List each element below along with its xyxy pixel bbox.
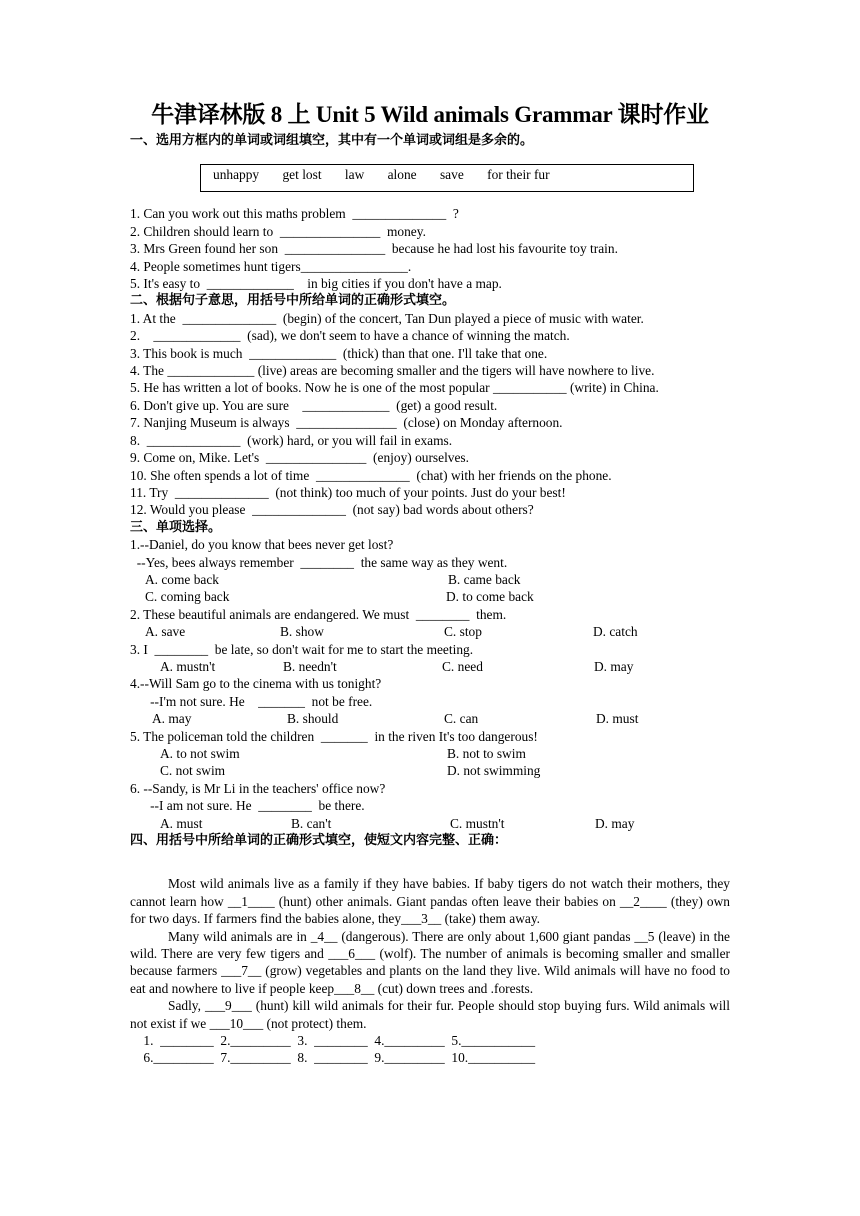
option-c: C. can xyxy=(444,711,479,727)
question-stem: --Yes, bees always remember ________ the same way as they went. xyxy=(130,554,508,570)
question-stem: 2. These beautiful animals are endangered. We must ________ them. xyxy=(130,606,507,622)
options-row xyxy=(130,658,730,675)
options-row xyxy=(130,571,730,588)
word-box-item: law xyxy=(344,167,365,183)
option-b: B. should xyxy=(287,711,339,727)
question-stem: 3. I ________ be late, so don't wait for me to start the meeting. xyxy=(130,641,474,657)
question-stem: --I'm not sure. He _______ not be free. xyxy=(130,693,373,709)
question-line: 4. People sometimes hunt tigers________________. xyxy=(130,258,412,274)
option-a: A. come back xyxy=(145,571,219,587)
word-box-item: save xyxy=(439,167,464,183)
option-d: D. to come back xyxy=(446,589,534,605)
options-row xyxy=(130,815,730,832)
option-a: A. must xyxy=(160,815,203,831)
option-c: C. not swim xyxy=(160,763,226,779)
options-row xyxy=(130,710,730,727)
section-2-heading: 二、根据句子意思，用括号中所给单词的正确形式填空。 xyxy=(130,293,456,309)
section-4-heading: 四、用括号中所给单词的正确形式填空，使短文内容完整、正确： xyxy=(130,832,508,848)
section-3-heading: 三、单项选择。 xyxy=(130,519,222,535)
question-line: 3. This book is much _____________ (thick) than that one. I'll take that one. xyxy=(130,345,548,361)
question-stem: 4.--Will Sam go to the cinema with us tonight? xyxy=(130,676,382,692)
passage-paragraph: Most wild animals live as a family if they have babies. If baby tigers do not watch their mothers, they cannot learn how __1____ (hunt) other animals. Giant pandas often leave their babies on __2____ (they) own for two days. If farmers find the babies alone, they___3__ (take) them away. xyxy=(130,876,730,927)
question-line: 7. Nanjing Museum is always _______________ (close) on Monday afternoon. xyxy=(130,415,563,431)
question-line: 11. Try ______________ (not think) too much of your points. Just do your best! xyxy=(130,484,566,500)
question-stem: 5. The policeman told the children _______ in the riven It's too dangerous! xyxy=(130,728,538,744)
worksheet xyxy=(130,100,730,1067)
options-row xyxy=(130,623,730,640)
option-c: C. mustn't xyxy=(450,815,505,831)
question-line: 9. Come on, Mike. Let's _______________ (enjoy) ourselves. xyxy=(130,450,469,466)
question-line: 8. ______________ (work) hard, or you will fail in exams. xyxy=(130,432,453,448)
word-box-item: unhappy xyxy=(213,167,260,183)
option-b: B. needn't xyxy=(283,658,337,674)
word-box-item: alone xyxy=(387,167,417,183)
question-stem: 1.--Daniel, do you know that bees never get lost? xyxy=(130,537,394,553)
question-line: 1. At the ______________ (begin) of the concert, Tan Dun played a piece of music with water. xyxy=(130,310,644,326)
word-box-item: for their fur xyxy=(487,167,550,183)
option-b: B. can't xyxy=(291,815,332,831)
spacer xyxy=(130,849,730,875)
question-line: 10. She often spends a lot of time ______________ (chat) with her friends on the phone. xyxy=(130,467,612,483)
option-d: D. not swimming xyxy=(447,763,541,779)
section-1-heading: 一、选用方框内的单词或词组填空，其中有一个单词或词组是多余的。 xyxy=(130,133,534,148)
question-line: 2. _____________ (sad), we don't seem to have a chance of winning the match. xyxy=(130,328,570,344)
passage-paragraph: Sadly, ___9___ (hunt) kill wild animals for their fur. People should stop buying furs. Wild animals will not exist if we ___10___ (not protect) them. xyxy=(130,998,730,1031)
option-c: C. stop xyxy=(444,624,482,640)
option-a: A. mustn't xyxy=(160,658,216,674)
options-row xyxy=(130,762,730,779)
question-line: 1. Can you work out this maths problem ______________ ? xyxy=(130,206,459,222)
option-a: A. to not swim xyxy=(160,745,240,761)
options-row xyxy=(130,745,730,762)
passage-paragraph: Many wild animals are in _4__ (dangerous). There are only about 1,600 giant pandas __5 (leave) in the wild. There are very few tigers and ___6___ (wolf). The number of animals is becoming smaller and smaller because farmers ___7__ (grow) vegetables and plants on the land they live. Wild animals will have no food to eat and nowhere to live if people keep___8__ (cut) down trees and .forests. xyxy=(130,928,730,996)
options-row xyxy=(130,588,730,605)
question-line: 2. Children should learn to _______________ money. xyxy=(130,223,426,239)
question-line: 3. Mrs Green found her son _______________ because he had lost his favourite toy train. xyxy=(130,241,618,257)
option-d: D. may xyxy=(594,658,634,674)
option-a: A. save xyxy=(145,624,186,640)
option-d: D. catch xyxy=(593,624,638,640)
option-c: C. coming back xyxy=(145,589,230,605)
question-line: 5. He has written a lot of books. Now he is one of the most popular ___________ (write) in China. xyxy=(130,380,659,396)
option-d: D. may xyxy=(595,815,635,831)
option-a: A. may xyxy=(152,711,192,727)
option-b: B. came back xyxy=(448,571,521,587)
question-line: 4. The _____________ (live) areas are becoming smaller and the tigers will have nowhere to live. xyxy=(130,363,655,379)
option-d: D. must xyxy=(596,711,639,727)
question-line: 12. Would you please ______________ (not say) bad words about others? xyxy=(130,502,534,518)
word-box-item: get lost xyxy=(282,167,322,183)
page-title: 牛津译林版 8 上 Unit 5 Wild animals Grammar 课时作业 xyxy=(151,102,709,127)
question-line: 5. It's easy to _____________ in big cities if you don't have a map. xyxy=(130,276,502,292)
question-stem: --I am not sure. He ________ be there. xyxy=(130,798,365,814)
answer-line: 1. ________ 2._________ 3. ________ 4._________ 5.___________ xyxy=(130,1032,536,1048)
option-b: B. show xyxy=(280,624,324,640)
option-b: B. not to swim xyxy=(447,745,526,761)
question-stem: 6. --Sandy, is Mr Li in the teachers' office now? xyxy=(130,780,386,796)
question-line: 6. Don't give up. You are sure _____________ (get) a good result. xyxy=(130,397,498,413)
word-box xyxy=(200,164,694,192)
option-c: C. need xyxy=(442,658,483,674)
answer-line: 6._________ 7._________ 8. ________ 9._________ 10.__________ xyxy=(130,1050,536,1066)
